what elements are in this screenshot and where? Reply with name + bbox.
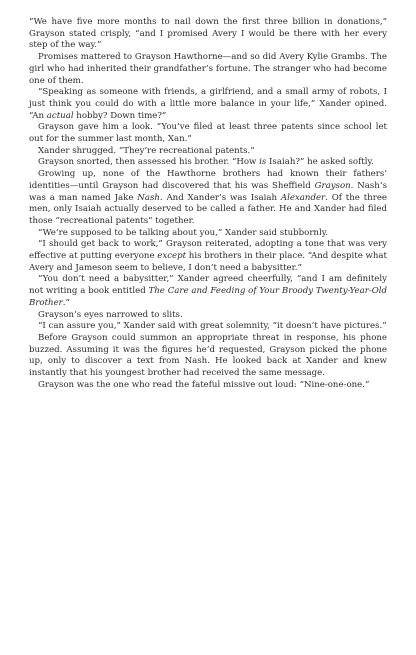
text-segment: Promises mattered to Grayson Hawthorne—and so did Avery Kylie Grambs. The girl who had inherited their grandfather’s fortune. The stranger who had become one of them. <box>29 52 387 86</box>
italic-text: Grayson <box>314 180 351 191</box>
italic-text: Nash <box>137 192 160 203</box>
paragraph <box>29 321 387 333</box>
paragraph <box>29 52 387 87</box>
text-segment: Xander shrugged. “They’re recreational patents.” <box>38 145 255 156</box>
paragraph <box>29 146 387 158</box>
text-segment: . Of the three men, only Isaiah actually deserved to be called a father. He and Xander had filed those “recreational patents” together. <box>29 192 387 226</box>
paragraph <box>29 87 387 122</box>
paragraph <box>29 169 387 228</box>
text-segment: Before Grayson could summon an appropriate threat in response, his phone buzzed. Assuming it was the figures he’d requested, Grayson picked the phone up, only to discover a text from Nash. He looked back at Xander and knew instantly that his youngest brother had received the same message. <box>29 332 387 379</box>
text-segment: hobby? Down time?” <box>73 110 167 121</box>
text-segment: “You don’t need a babysitter,” Xander agreed cheerfully, “and I am definitely not writing a book entitled <box>29 274 387 297</box>
paragraph <box>29 17 387 52</box>
italic-text: Alexander <box>280 192 326 203</box>
italic-text: actual <box>46 110 74 121</box>
paragraph <box>29 310 387 322</box>
text-segment: his brothers in their place. “And despite what Avery and Jameson seem to believe, I don’t need a babysitter.” <box>29 251 388 273</box>
text-segment: Grayson snorted, then assessed his brother. “How <box>38 157 260 168</box>
italic-text: except <box>157 251 187 262</box>
text-segment: “I should get back to work,” Grayson reiterated, adopting a tone that was very effective at putting everyone <box>29 239 387 262</box>
paragraph <box>29 239 387 274</box>
text-segment: . Nash’s was a man named Jake <box>29 180 387 203</box>
paragraph <box>29 122 387 145</box>
text-segment: “We have five more months to nail down the first three billion in donations,” Grayson stated crisply, “and I promised Avery I would be there with her every step of the way.” <box>29 17 387 51</box>
text-segment: “Speaking as someone with friends, a girlfriend, and a small army of robots, I just think you could do with a little more balance in your life,” Xander opined. “An <box>29 87 387 121</box>
paragraph <box>29 157 387 169</box>
text-segment: “I can assure you,” Xander said with great solemnity, “it doesn’t have pictures.” <box>38 321 387 332</box>
text-segment: .” <box>62 297 70 308</box>
text-segment: Isaiah?” he asked softly. <box>266 157 374 168</box>
text-segment: Grayson gave him a look. “You’ve filed at least three patents since school let out for the summer last month, Xan.” <box>29 122 387 145</box>
paragraph <box>29 380 387 392</box>
italic-text: is <box>259 157 267 168</box>
text-segment: . And Xander’s was Isaiah <box>159 192 281 203</box>
book-page-body <box>29 17 387 392</box>
paragraph <box>29 333 387 380</box>
text-segment: “We’re supposed to be talking about you,” Xander said stubbornly. <box>38 227 329 238</box>
text-segment: Grayson was the one who read the fateful missive out loud: “Nine-one-one.” <box>38 379 370 390</box>
italic-text: The Care and Feeding of Your Broody Twenty-Year-Old Brother <box>29 286 387 308</box>
text-segment: Growing up, none of the Hawthorne brothers had known their fathers’ identities—until Grayson had discovered that his was Sheffield <box>29 169 387 191</box>
text-segment: Grayson’s eyes narrowed to slits. <box>38 309 183 320</box>
paragraph <box>29 228 387 240</box>
paragraph <box>29 274 387 309</box>
